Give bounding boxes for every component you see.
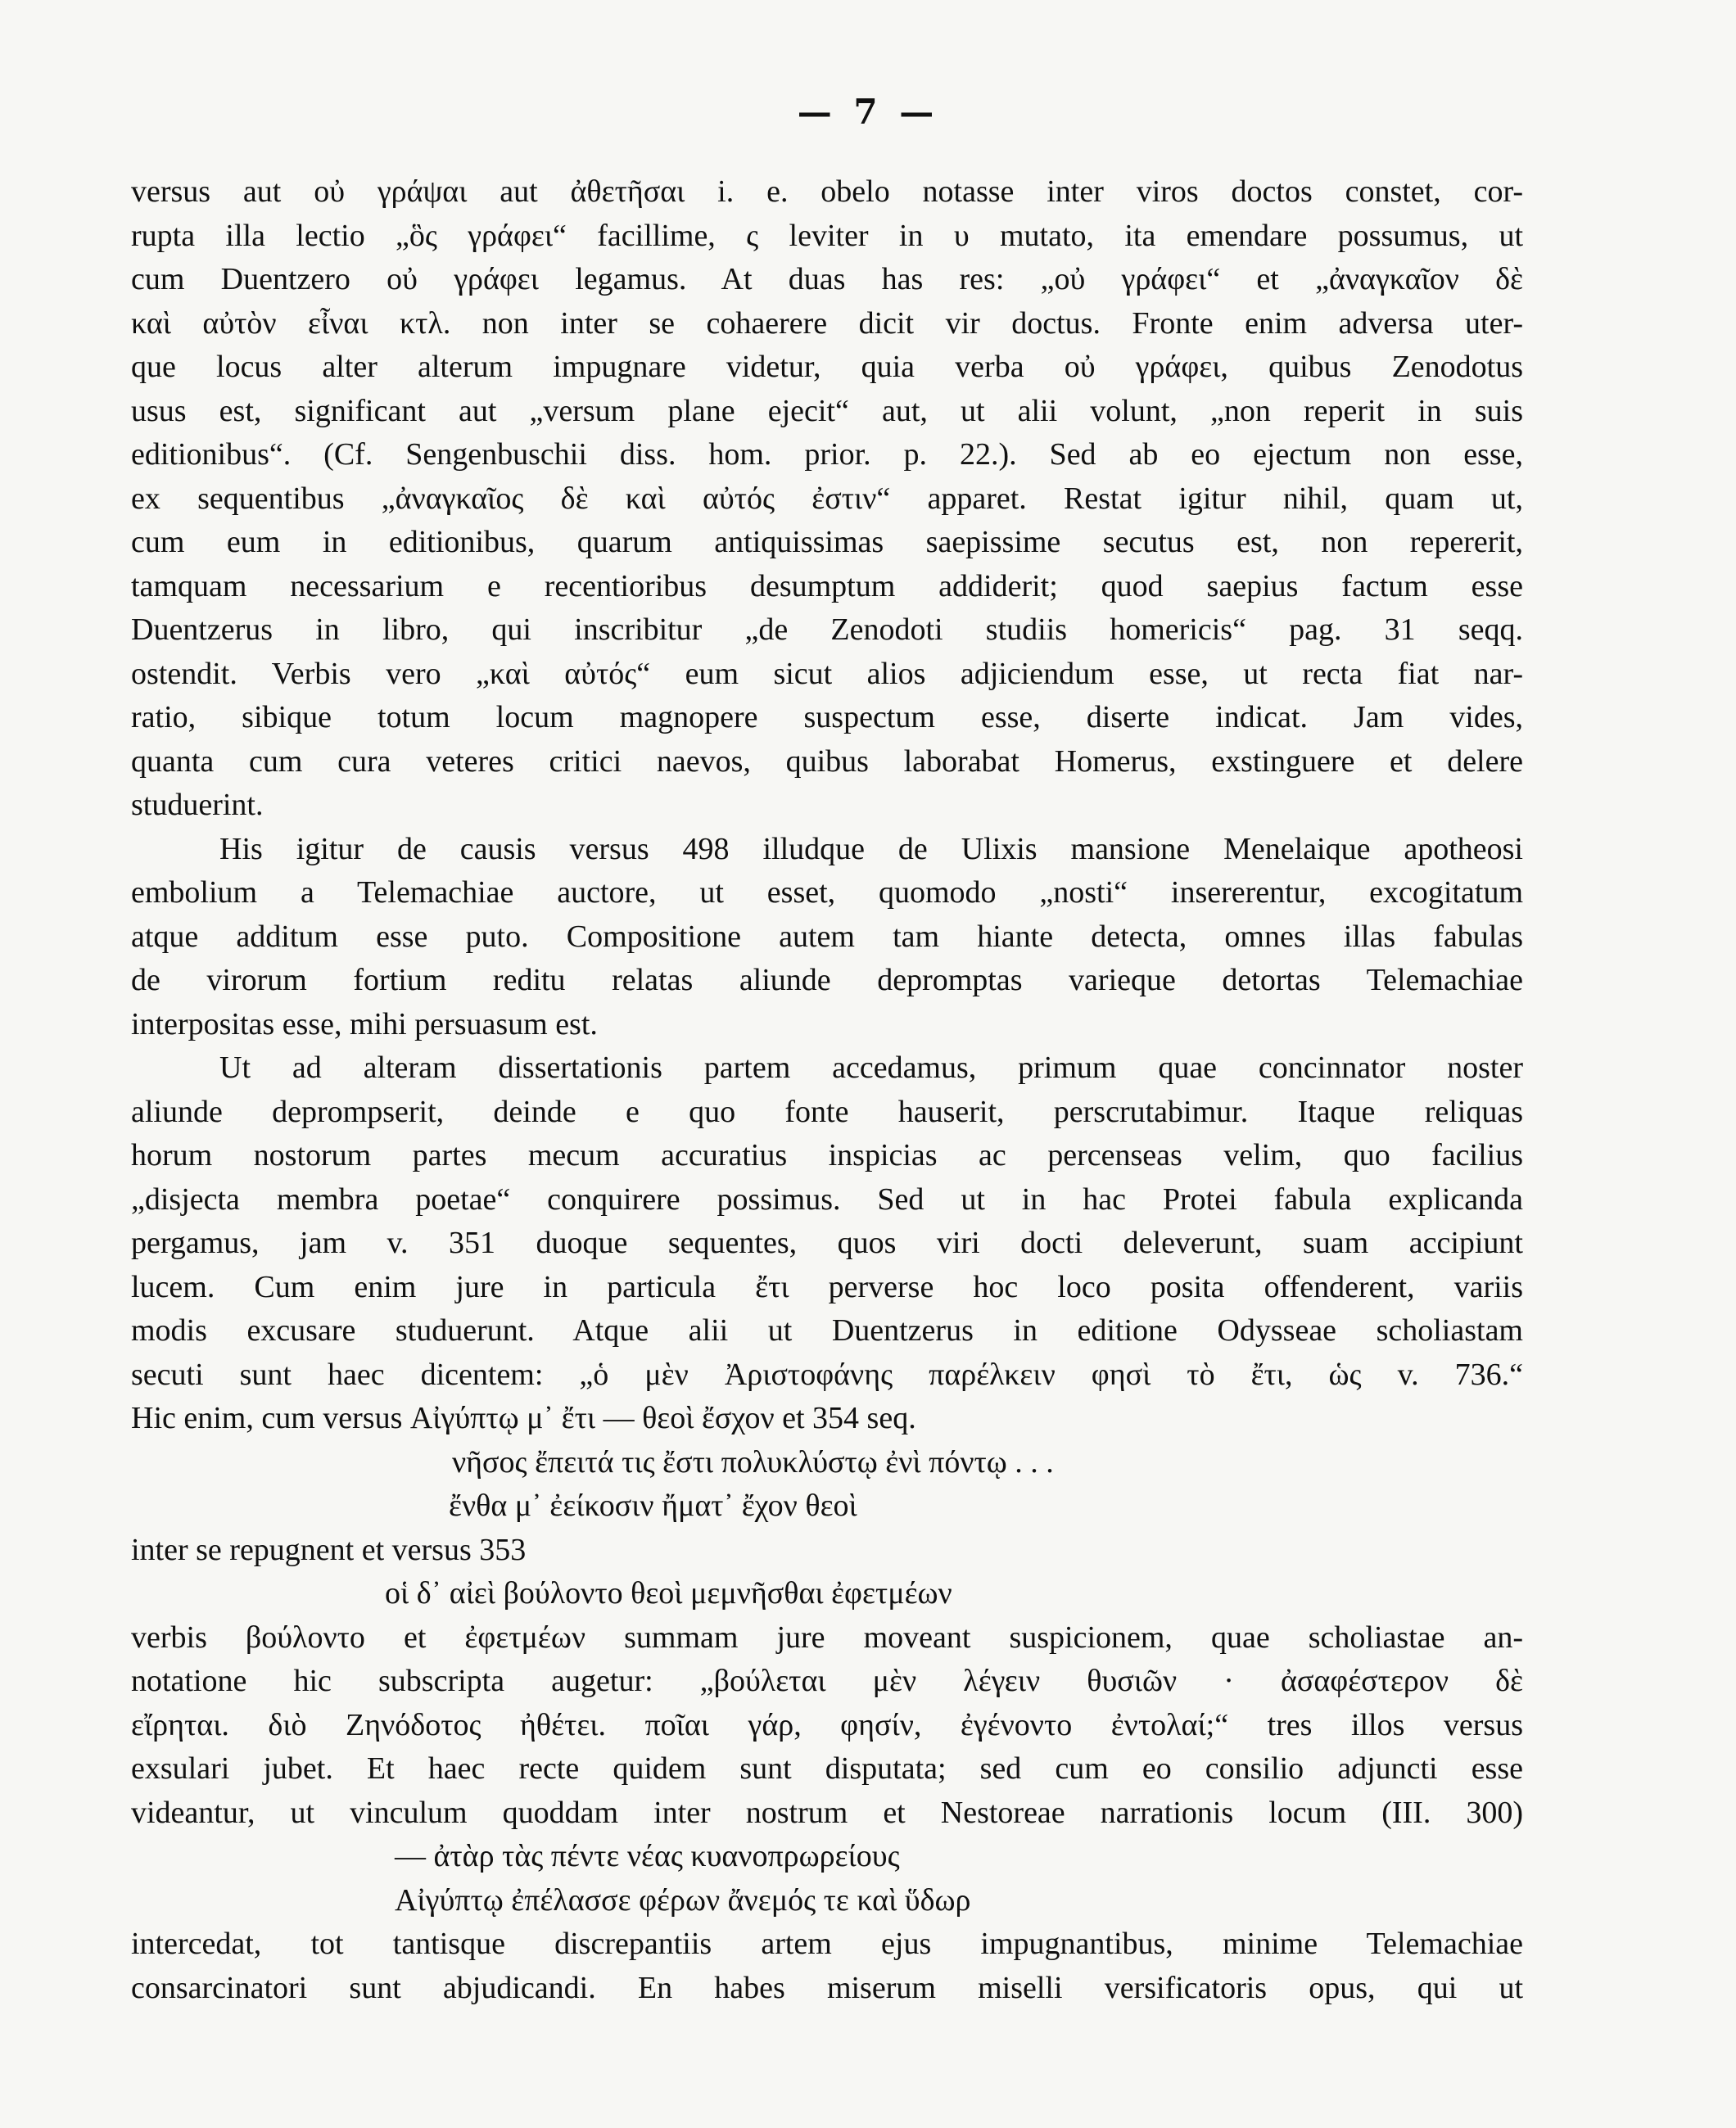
text-line: interpositas esse, mihi persuasum est. <box>131 1006 598 1041</box>
text-line: cum Duentzero οὐ γράφει legamus. At duas has res: „οὐ γράφει“ et „ἀναγκαῖον δὲ <box>131 262 1523 296</box>
text-line: Αἰγύπτῳ ἐπέλασσε φέρων ἄνεμός τε καὶ ὕδωρ <box>395 1882 971 1918</box>
text-line: Hic enim, cum versus Αἰγύπτῳ μ᾽ ἔτι — θεοὶ ἔσχον et 354 seq. <box>131 1401 916 1435</box>
text-line: que locus alter alterum impugnare videtur, quia verba οὐ γράφει, quibus Zenodotus <box>131 350 1523 384</box>
text-line: tamquam necessarium e recentioribus desumptum addiderit; quod saepius factum esse <box>131 568 1523 603</box>
body-text <box>131 170 1523 2010</box>
text-line: εἴρηται. διὸ Ζηνόδοτος ἠθέτει. ποῖαι γάρ, φησίν, ἐγένοντο ἐντολαί;“ tres illos versus <box>131 1707 1523 1742</box>
page-number: — 7 — <box>797 92 939 132</box>
text-line: horum nostorum partes mecum accuratius inspicias ac percenseas velim, quo facilius <box>131 1138 1523 1172</box>
text-line: lucem. Cum enim jure in particula ἔτι perverse hoc loco posita offenderent, variis <box>131 1269 1523 1304</box>
text-line: ἔνθα μ᾽ ἐείκοσιν ἤματ᾽ ἔχον θεοὶ <box>449 1489 857 1523</box>
text-line: embolium a Telemachiae auctore, ut esset, quomodo „nosti“ insererentur, excogitatum <box>131 875 1523 910</box>
text-line: usus est, significant aut „versum plane ejecit“ aut, ut alii volunt, „non reperit in suis <box>131 393 1523 428</box>
text-line: ratio, sibique totum locum magnopere suspectum esse, diserte indicat. Jam vides, <box>131 700 1523 734</box>
text-line: Duentzerus in libro, qui inscribitur „de Zenodoti studiis homericis“ pag. 31 seqq. <box>131 612 1523 647</box>
text-line: secuti sunt haec dicentem: „ὁ μὲν Ἀριστοφάνης παρέλκειν φησὶ τὸ ἔτι, ὡς v. 736.“ <box>131 1357 1523 1392</box>
text-line: atque additum esse puto. Compositione autem tam hiante detecta, omnes illas fabulas <box>131 919 1523 954</box>
text-line: νῆσος ἔπειτά τις ἔστι πολυκλύστῳ ἐνὶ πόντῳ . . . <box>452 1444 1054 1480</box>
text-line: cum eum in editionibus, quarum antiquissimas saepissime secutus est, non repererit, <box>131 525 1523 559</box>
text-line: „disjecta membra poetae“ conquirere possimus. Sed ut in hac Protei fabula explicanda <box>131 1181 1523 1217</box>
text-line: videantur, ut vinculum quoddam inter nostrum et Nestoreae narrationis locum (III. 300) <box>131 1795 1523 1830</box>
text-line: οἱ δ᾽ αἰεὶ βούλοντο θεοὶ μεμνῆσθαι ἐφετμέων <box>385 1576 952 1611</box>
text-line: consarcinatori sunt abjudicandi. En habes miserum miselli versificatoris opus, qui ut <box>131 1970 1523 2005</box>
text-line: de virorum fortium reditu relatas aliunde depromptas varieque detortas Telemachiae <box>131 963 1523 997</box>
text-line: versus aut οὐ γράψαι aut ἀθετῆσαι i. e. obelo notasse inter viros doctos constet, cor- <box>131 174 1523 209</box>
text-line: quanta cum cura veteres critici naevos, quibus laborabat Homerus, exstinguere et delere <box>131 743 1523 779</box>
text-line: — ἀτὰρ τὰς πέντε νέας κυανοπρωρείους <box>395 1839 900 1873</box>
text-line: His igitur de causis versus 498 illudque de Ulixis mansione Menelaique apotheosi <box>219 831 1523 866</box>
text-line: rupta illa lectio „ὃς γράφει“ facillime, ς leviter in υ mutato, ita emendare possumus, ut <box>131 218 1523 253</box>
text-line: editionibus“. (Cf. Sengenbuschii diss. hom. prior. p. 22.). Sed ab eo ejectum non esse, <box>131 437 1523 472</box>
text-line: ostendit. Verbis vero „καὶ αὐτός“ eum sicut alios adjiciendum esse, ut recta fiat nar- <box>131 656 1523 691</box>
text-line: intercedat, tot tantisque discrepantiis artem ejus impugnantibus, minime Telemachiae <box>131 1927 1523 1961</box>
text-line: inter se repugnent et versus 353 <box>131 1532 527 1567</box>
text-line: aliunde deprompserit, deinde e quo fonte hauserit, perscrutabimur. Itaque reliquas <box>131 1094 1523 1129</box>
text-line: exsulari jubet. Et haec recte quidem sunt disputata; sed cum eo consilio adjuncti esse <box>131 1751 1523 1786</box>
text-line: ex sequentibus „ἀναγκαῖος δὲ καὶ αὐτός ἐστιν“ apparet. Restat igitur nihil, quam ut, <box>131 481 1523 516</box>
text-line: modis excusare studuerunt. Atque alii ut Duentzerus in editione Odysseae scholiastam <box>131 1313 1523 1348</box>
text-line: Ut ad alteram dissertationis partem accedamus, primum quae concinnator noster <box>219 1050 1523 1085</box>
text-line: studuerint. <box>131 788 264 822</box>
text-line: pergamus, jam v. 351 duoque sequentes, quos viri docti deleverunt, suam accipiunt <box>131 1226 1523 1260</box>
text-line: notatione hic subscripta augetur: „βούλεται μὲν λέγειν θυσιῶν · ἀσαφέστερον δὲ <box>131 1664 1523 1698</box>
text-line: verbis βούλοντο et ἐφετμέων summam jure moveant suspicionem, quae scholiastae an- <box>131 1620 1523 1655</box>
text-line: καὶ αὐτὸν εἶναι κτλ. non inter se cohaerere dicit vir doctus. Fronte enim adversa uter- <box>131 305 1523 341</box>
